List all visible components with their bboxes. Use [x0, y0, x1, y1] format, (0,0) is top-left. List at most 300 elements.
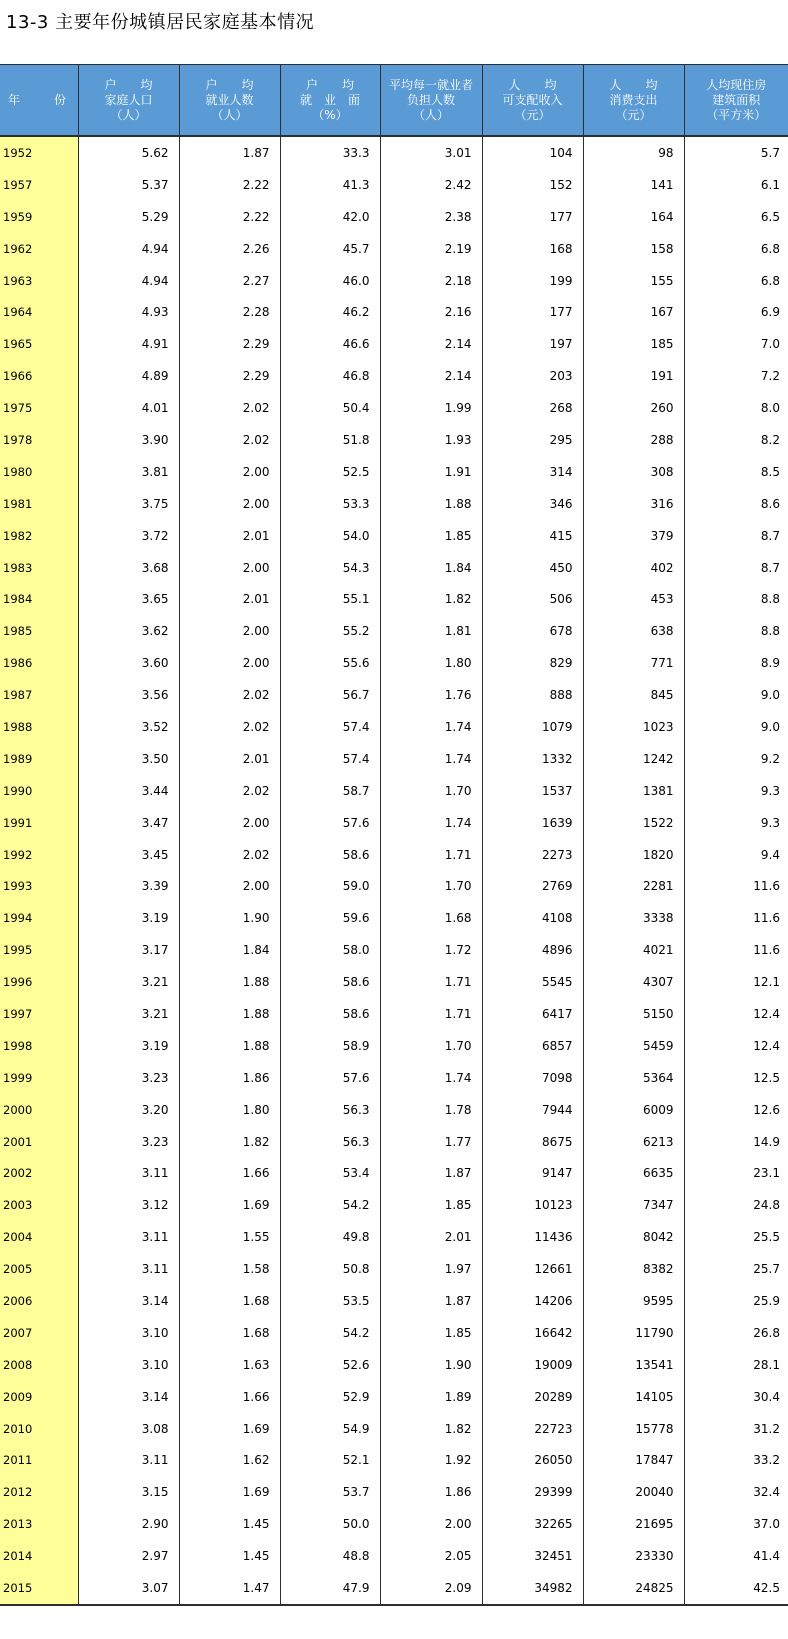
table-row — [0, 201, 788, 233]
table-row — [0, 647, 788, 679]
employment-rate-cell: 45.7 — [280, 233, 380, 265]
household-size-cell: 3.17 — [78, 934, 179, 966]
employed-per-household-cell: 2.01 — [179, 743, 280, 775]
household-size-cell: 3.19 — [78, 902, 179, 934]
dependents-per-worker-cell: 2.14 — [380, 328, 482, 360]
employment-rate-cell: 58.0 — [280, 934, 380, 966]
dependents-per-worker-cell: 2.00 — [380, 1508, 482, 1540]
dependents-per-worker-cell: 1.68 — [380, 902, 482, 934]
dependents-per-worker-cell: 1.90 — [380, 1349, 482, 1381]
consumption-expenditure-cell: 4021 — [583, 934, 684, 966]
data-table — [0, 64, 788, 1606]
housing-area-cell: 9.4 — [760, 847, 780, 862]
household-size-cell: 3.19 — [78, 1030, 179, 1062]
consumption-expenditure-cell: 6009 — [583, 1094, 684, 1126]
housing-area-cell: 7.0 — [760, 337, 780, 352]
column-header-year — [0, 65, 78, 137]
disposable-income-cell: 8675 — [482, 1126, 583, 1158]
housing-area-cell: 41.4 — [753, 1549, 780, 1564]
employed-per-household-cell: 1.69 — [179, 1413, 280, 1445]
employment-rate-cell: 52.6 — [280, 1349, 380, 1381]
year-cell: 1980 — [0, 456, 78, 488]
housing-area-cell: 8.8 — [760, 592, 780, 607]
disposable-income-cell: 32265 — [482, 1508, 583, 1540]
table-row — [0, 902, 788, 934]
dependents-per-worker-cell: 1.70 — [380, 870, 482, 902]
table-row — [0, 1030, 788, 1062]
household-size-cell: 3.65 — [78, 583, 179, 615]
housing-area-cell: 30.4 — [753, 1389, 780, 1404]
disposable-income-cell: 295 — [482, 424, 583, 456]
employment-rate-cell: 47.9 — [280, 1572, 380, 1605]
household-size-cell: 3.39 — [78, 870, 179, 902]
year-cell: 1993 — [0, 870, 78, 902]
employed-per-household-cell: 2.22 — [179, 169, 280, 201]
dependents-per-worker-cell: 1.78 — [380, 1094, 482, 1126]
year-cell: 2002 — [0, 1158, 78, 1190]
dependents-per-worker-cell: 1.89 — [380, 1381, 482, 1413]
housing-area-cell: 9.0 — [760, 719, 780, 734]
household-size-cell: 3.14 — [78, 1381, 179, 1413]
dependents-per-worker-cell: 2.01 — [380, 1221, 482, 1253]
consumption-expenditure-cell: 4307 — [583, 966, 684, 998]
employment-rate-cell: 57.4 — [280, 743, 380, 775]
year-cell: 2011 — [0, 1445, 78, 1477]
disposable-income-cell: 1332 — [482, 743, 583, 775]
consumption-expenditure-cell: 13541 — [583, 1349, 684, 1381]
employed-per-household-cell: 2.02 — [179, 424, 280, 456]
dependents-per-worker-cell: 1.70 — [380, 1030, 482, 1062]
dependents-per-worker-cell: 1.72 — [380, 934, 482, 966]
dependents-per-worker-cell: 1.71 — [380, 839, 482, 871]
dependents-per-worker-cell: 1.70 — [380, 775, 482, 807]
employment-rate-cell: 50.0 — [280, 1508, 380, 1540]
disposable-income-cell: 4896 — [482, 934, 583, 966]
household-size-cell: 5.29 — [78, 201, 179, 233]
housing-area-cell: 7.2 — [760, 369, 780, 384]
table-row — [0, 1221, 788, 1253]
disposable-income-cell: 16642 — [482, 1317, 583, 1349]
disposable-income-cell: 177 — [482, 201, 583, 233]
year-cell: 2008 — [0, 1349, 78, 1381]
housing-area-cell: 8.7 — [760, 560, 780, 575]
housing-area-cell: 26.8 — [753, 1325, 780, 1340]
consumption-expenditure-cell: 17847 — [583, 1445, 684, 1477]
employed-per-household-cell: 1.87 — [179, 136, 280, 169]
year-cell: 2013 — [0, 1508, 78, 1540]
dependents-per-worker-cell: 1.87 — [380, 1285, 482, 1317]
employment-rate-cell: 54.2 — [280, 1317, 380, 1349]
household-size-cell: 3.12 — [78, 1189, 179, 1221]
dependents-per-worker-cell: 2.09 — [380, 1572, 482, 1605]
employed-per-household-cell: 2.22 — [179, 201, 280, 233]
employment-rate-cell: 59.6 — [280, 902, 380, 934]
table-row — [0, 1572, 788, 1605]
dependents-per-worker-cell: 1.76 — [380, 679, 482, 711]
column-header-dependents-per-worker — [380, 65, 482, 137]
employment-rate-cell: 54.0 — [280, 520, 380, 552]
dependents-per-worker-cell: 1.99 — [380, 392, 482, 424]
employed-per-household-cell: 1.45 — [179, 1508, 280, 1540]
household-size-cell: 3.10 — [78, 1349, 179, 1381]
consumption-expenditure-cell: 164 — [583, 201, 684, 233]
year-cell: 1978 — [0, 424, 78, 456]
employed-per-household-cell: 1.66 — [179, 1158, 280, 1190]
table-row — [0, 328, 788, 360]
employment-rate-cell: 57.6 — [280, 1062, 380, 1094]
column-header-employed-per-household — [179, 65, 280, 137]
employed-per-household-cell: 2.26 — [179, 233, 280, 265]
dependents-per-worker-cell: 1.87 — [380, 1158, 482, 1190]
household-size-cell: 3.50 — [78, 743, 179, 775]
dependents-per-worker-cell: 3.01 — [380, 136, 482, 169]
household-size-cell: 3.60 — [78, 647, 179, 679]
household-size-cell: 3.11 — [78, 1221, 179, 1253]
employed-per-household-cell: 2.29 — [179, 360, 280, 392]
year-header-char-2: 份 — [54, 92, 67, 107]
header-line: （元） — [514, 107, 551, 122]
housing-area-cell: 28.1 — [753, 1357, 780, 1372]
employed-per-household-cell: 1.86 — [179, 1062, 280, 1094]
household-size-cell: 3.90 — [78, 424, 179, 456]
consumption-expenditure-cell: 288 — [583, 424, 684, 456]
year-cell: 1985 — [0, 615, 78, 647]
employed-per-household-cell: 1.69 — [179, 1189, 280, 1221]
consumption-expenditure-cell: 23330 — [583, 1540, 684, 1572]
employment-rate-cell: 49.8 — [280, 1221, 380, 1253]
year-cell: 1986 — [0, 647, 78, 679]
header-line: 人 均 — [508, 77, 557, 92]
year-cell: 2000 — [0, 1094, 78, 1126]
employed-per-household-cell: 1.88 — [179, 966, 280, 998]
consumption-expenditure-cell: 308 — [583, 456, 684, 488]
consumption-expenditure-cell: 24825 — [583, 1572, 684, 1605]
table-row — [0, 552, 788, 584]
consumption-expenditure-cell: 20040 — [583, 1476, 684, 1508]
table-row — [0, 1445, 788, 1477]
disposable-income-cell: 346 — [482, 488, 583, 520]
employment-rate-cell: 54.2 — [280, 1189, 380, 1221]
dependents-per-worker-cell: 1.85 — [380, 520, 482, 552]
employment-rate-cell: 54.9 — [280, 1413, 380, 1445]
table-row — [0, 392, 788, 424]
employed-per-household-cell: 1.47 — [179, 1572, 280, 1605]
household-size-cell: 2.97 — [78, 1540, 179, 1572]
header-line: 平均每一就业者 — [388, 77, 473, 92]
employment-rate-cell: 55.2 — [280, 615, 380, 647]
consumption-expenditure-cell: 402 — [583, 552, 684, 584]
table-row — [0, 998, 788, 1030]
year-cell: 1995 — [0, 934, 78, 966]
employment-rate-cell: 53.5 — [280, 1285, 380, 1317]
year-cell: 2004 — [0, 1221, 78, 1253]
consumption-expenditure-cell: 8382 — [583, 1253, 684, 1285]
employment-rate-cell: 56.3 — [280, 1094, 380, 1126]
disposable-income-cell: 104 — [482, 136, 583, 169]
consumption-expenditure-cell: 771 — [583, 647, 684, 679]
employed-per-household-cell: 2.02 — [179, 711, 280, 743]
table-row — [0, 1476, 788, 1508]
household-size-cell: 3.62 — [78, 615, 179, 647]
consumption-expenditure-cell: 2281 — [583, 870, 684, 902]
housing-area-cell: 32.4 — [753, 1485, 780, 1500]
dependents-per-worker-cell: 1.88 — [380, 488, 482, 520]
household-size-cell: 3.11 — [78, 1158, 179, 1190]
disposable-income-cell: 203 — [482, 360, 583, 392]
dependents-per-worker-cell: 1.91 — [380, 456, 482, 488]
employed-per-household-cell: 1.82 — [179, 1126, 280, 1158]
disposable-income-cell: 34982 — [482, 1572, 583, 1605]
household-size-cell: 3.20 — [78, 1094, 179, 1126]
employment-rate-cell: 52.9 — [280, 1381, 380, 1413]
dependents-per-worker-cell: 2.16 — [380, 296, 482, 328]
page-title: 13-3 主要年份城镇居民家庭基本情况 — [6, 12, 315, 33]
disposable-income-cell: 14206 — [482, 1285, 583, 1317]
employed-per-household-cell: 2.00 — [179, 807, 280, 839]
header-line: 负担人数 — [406, 92, 455, 107]
employed-per-household-cell: 2.00 — [179, 552, 280, 584]
dependents-per-worker-cell: 1.77 — [380, 1126, 482, 1158]
dependents-per-worker-cell: 1.82 — [380, 583, 482, 615]
table-row — [0, 1285, 788, 1317]
housing-area-cell: 9.0 — [760, 688, 780, 703]
table-row — [0, 1253, 788, 1285]
household-size-cell: 4.89 — [78, 360, 179, 392]
consumption-expenditure-cell: 845 — [583, 679, 684, 711]
employed-per-household-cell: 2.01 — [179, 583, 280, 615]
housing-area-cell: 9.2 — [760, 751, 780, 766]
consumption-expenditure-cell: 14105 — [583, 1381, 684, 1413]
dependents-per-worker-cell: 1.92 — [380, 1445, 482, 1477]
consumption-expenditure-cell: 260 — [583, 392, 684, 424]
employed-per-household-cell: 2.01 — [179, 520, 280, 552]
consumption-expenditure-cell: 316 — [583, 488, 684, 520]
employed-per-household-cell: 1.84 — [179, 934, 280, 966]
household-size-cell: 3.10 — [78, 1317, 179, 1349]
year-cell: 1998 — [0, 1030, 78, 1062]
employed-per-household-cell: 1.88 — [179, 1030, 280, 1062]
consumption-expenditure-cell: 1820 — [583, 839, 684, 871]
employment-rate-cell: 55.6 — [280, 647, 380, 679]
consumption-expenditure-cell: 1242 — [583, 743, 684, 775]
employment-rate-cell: 46.8 — [280, 360, 380, 392]
header-row — [0, 65, 788, 137]
consumption-expenditure-cell: 167 — [583, 296, 684, 328]
disposable-income-cell: 678 — [482, 615, 583, 647]
household-size-cell: 3.21 — [78, 998, 179, 1030]
table-row — [0, 456, 788, 488]
household-size-cell: 4.94 — [78, 233, 179, 265]
housing-area-cell: 23.1 — [753, 1166, 780, 1181]
header-line: 建筑面积 — [712, 92, 761, 107]
housing-area-cell: 6.5 — [760, 209, 780, 224]
year-cell: 1965 — [0, 328, 78, 360]
disposable-income-cell: 2769 — [482, 870, 583, 902]
consumption-expenditure-cell: 379 — [583, 520, 684, 552]
housing-area-cell: 8.5 — [760, 464, 780, 479]
consumption-expenditure-cell: 158 — [583, 233, 684, 265]
dependents-per-worker-cell: 2.38 — [380, 201, 482, 233]
employment-rate-cell: 58.6 — [280, 966, 380, 998]
year-cell: 1962 — [0, 233, 78, 265]
household-size-cell: 3.21 — [78, 966, 179, 998]
year-cell: 2014 — [0, 1540, 78, 1572]
column-header-housing-area — [684, 65, 788, 137]
employed-per-household-cell: 2.29 — [179, 328, 280, 360]
housing-area-cell: 12.4 — [753, 1006, 780, 1021]
disposable-income-cell: 152 — [482, 169, 583, 201]
table-row — [0, 1189, 788, 1221]
disposable-income-cell: 197 — [482, 328, 583, 360]
header-line: 就业人数 — [205, 92, 254, 107]
employment-rate-cell: 53.3 — [280, 488, 380, 520]
housing-area-cell: 8.7 — [760, 528, 780, 543]
employed-per-household-cell: 1.55 — [179, 1221, 280, 1253]
employed-per-household-cell: 2.28 — [179, 296, 280, 328]
employment-rate-cell: 48.8 — [280, 1540, 380, 1572]
year-cell: 1994 — [0, 902, 78, 934]
year-cell: 1957 — [0, 169, 78, 201]
year-cell: 1991 — [0, 807, 78, 839]
table-row — [0, 1381, 788, 1413]
household-size-cell: 4.94 — [78, 265, 179, 297]
employment-rate-cell: 53.4 — [280, 1158, 380, 1190]
header-line: 人 均 — [609, 77, 658, 92]
disposable-income-cell: 177 — [482, 296, 583, 328]
consumption-expenditure-cell: 8042 — [583, 1221, 684, 1253]
housing-area-cell: 6.8 — [760, 241, 780, 256]
year-cell: 2015 — [0, 1572, 78, 1605]
year-cell: 1975 — [0, 392, 78, 424]
employment-rate-cell: 51.8 — [280, 424, 380, 456]
table-row — [0, 1126, 788, 1158]
disposable-income-cell: 5545 — [482, 966, 583, 998]
dependents-per-worker-cell: 2.18 — [380, 265, 482, 297]
consumption-expenditure-cell: 6213 — [583, 1126, 684, 1158]
housing-area-cell: 12.5 — [753, 1070, 780, 1085]
header-line: 家庭人口 — [104, 92, 153, 107]
table-row — [0, 966, 788, 998]
consumption-expenditure-cell: 5150 — [583, 998, 684, 1030]
employment-rate-cell: 55.1 — [280, 583, 380, 615]
dependents-per-worker-cell: 1.97 — [380, 1253, 482, 1285]
consumption-expenditure-cell: 98 — [583, 136, 684, 169]
year-cell: 1997 — [0, 998, 78, 1030]
household-size-cell: 5.37 — [78, 169, 179, 201]
table-row — [0, 615, 788, 647]
year-cell: 2003 — [0, 1189, 78, 1221]
year-cell: 1964 — [0, 296, 78, 328]
household-size-cell: 3.44 — [78, 775, 179, 807]
year-cell: 1966 — [0, 360, 78, 392]
dependents-per-worker-cell: 2.14 — [380, 360, 482, 392]
housing-area-cell: 14.9 — [753, 1134, 780, 1149]
employed-per-household-cell: 1.80 — [179, 1094, 280, 1126]
dependents-per-worker-cell: 2.19 — [380, 233, 482, 265]
dependents-per-worker-cell: 1.93 — [380, 424, 482, 456]
disposable-income-cell: 506 — [482, 583, 583, 615]
disposable-income-cell: 829 — [482, 647, 583, 679]
table-row — [0, 839, 788, 871]
header-line: 人均现住房 — [706, 77, 767, 92]
housing-area-cell: 31.2 — [753, 1421, 780, 1436]
disposable-income-cell: 1079 — [482, 711, 583, 743]
employment-rate-cell: 52.5 — [280, 456, 380, 488]
disposable-income-cell: 9147 — [482, 1158, 583, 1190]
employed-per-household-cell: 1.68 — [179, 1317, 280, 1349]
housing-area-cell: 8.6 — [760, 496, 780, 511]
disposable-income-cell: 168 — [482, 233, 583, 265]
household-size-cell: 2.90 — [78, 1508, 179, 1540]
household-size-cell: 5.62 — [78, 136, 179, 169]
table-row — [0, 265, 788, 297]
household-size-cell: 3.11 — [78, 1253, 179, 1285]
household-size-cell: 3.52 — [78, 711, 179, 743]
year-cell: 1982 — [0, 520, 78, 552]
housing-area-cell: 25.9 — [753, 1294, 780, 1308]
housing-area-cell: 33.2 — [753, 1453, 780, 1468]
table-row — [0, 711, 788, 743]
employment-rate-cell: 46.6 — [280, 328, 380, 360]
year-cell: 1981 — [0, 488, 78, 520]
employed-per-household-cell: 1.69 — [179, 1476, 280, 1508]
dependents-per-worker-cell: 1.82 — [380, 1413, 482, 1445]
dependents-per-worker-cell: 1.84 — [380, 552, 482, 584]
household-size-cell: 3.11 — [78, 1445, 179, 1477]
employment-rate-cell: 46.0 — [280, 265, 380, 297]
column-header-consumption-expenditure — [583, 65, 684, 137]
consumption-expenditure-cell: 1023 — [583, 711, 684, 743]
housing-area-cell: 25.7 — [753, 1262, 780, 1277]
household-size-cell: 3.68 — [78, 552, 179, 584]
employment-rate-cell: 56.7 — [280, 679, 380, 711]
employed-per-household-cell: 2.02 — [179, 839, 280, 871]
table-row — [0, 169, 788, 201]
household-size-cell: 3.47 — [78, 807, 179, 839]
employed-per-household-cell: 1.66 — [179, 1381, 280, 1413]
employment-rate-cell: 53.7 — [280, 1476, 380, 1508]
table-row — [0, 583, 788, 615]
employed-per-household-cell: 2.00 — [179, 615, 280, 647]
household-size-cell: 4.01 — [78, 392, 179, 424]
table-row — [0, 775, 788, 807]
housing-area-cell: 11.6 — [753, 879, 780, 894]
disposable-income-cell: 450 — [482, 552, 583, 584]
dependents-per-worker-cell: 2.05 — [380, 1540, 482, 1572]
housing-area-cell: 8.8 — [760, 624, 780, 639]
table-row — [0, 679, 788, 711]
year-cell: 2007 — [0, 1317, 78, 1349]
consumption-expenditure-cell: 15778 — [583, 1413, 684, 1445]
housing-area-cell: 6.1 — [760, 177, 780, 192]
household-size-cell: 3.72 — [78, 520, 179, 552]
housing-area-cell: 12.6 — [753, 1102, 780, 1117]
employment-rate-cell: 41.3 — [280, 169, 380, 201]
table-row — [0, 743, 788, 775]
consumption-expenditure-cell: 7347 — [583, 1189, 684, 1221]
household-size-cell: 3.45 — [78, 839, 179, 871]
year-cell: 2005 — [0, 1253, 78, 1285]
year-cell: 1990 — [0, 775, 78, 807]
disposable-income-cell: 6417 — [482, 998, 583, 1030]
dependents-per-worker-cell: 1.80 — [380, 647, 482, 679]
header-line: （人） — [110, 107, 147, 122]
consumption-expenditure-cell: 1522 — [583, 807, 684, 839]
dependents-per-worker-cell: 1.71 — [380, 966, 482, 998]
disposable-income-cell: 2273 — [482, 839, 583, 871]
disposable-income-cell: 268 — [482, 392, 583, 424]
dependents-per-worker-cell: 1.85 — [380, 1189, 482, 1221]
